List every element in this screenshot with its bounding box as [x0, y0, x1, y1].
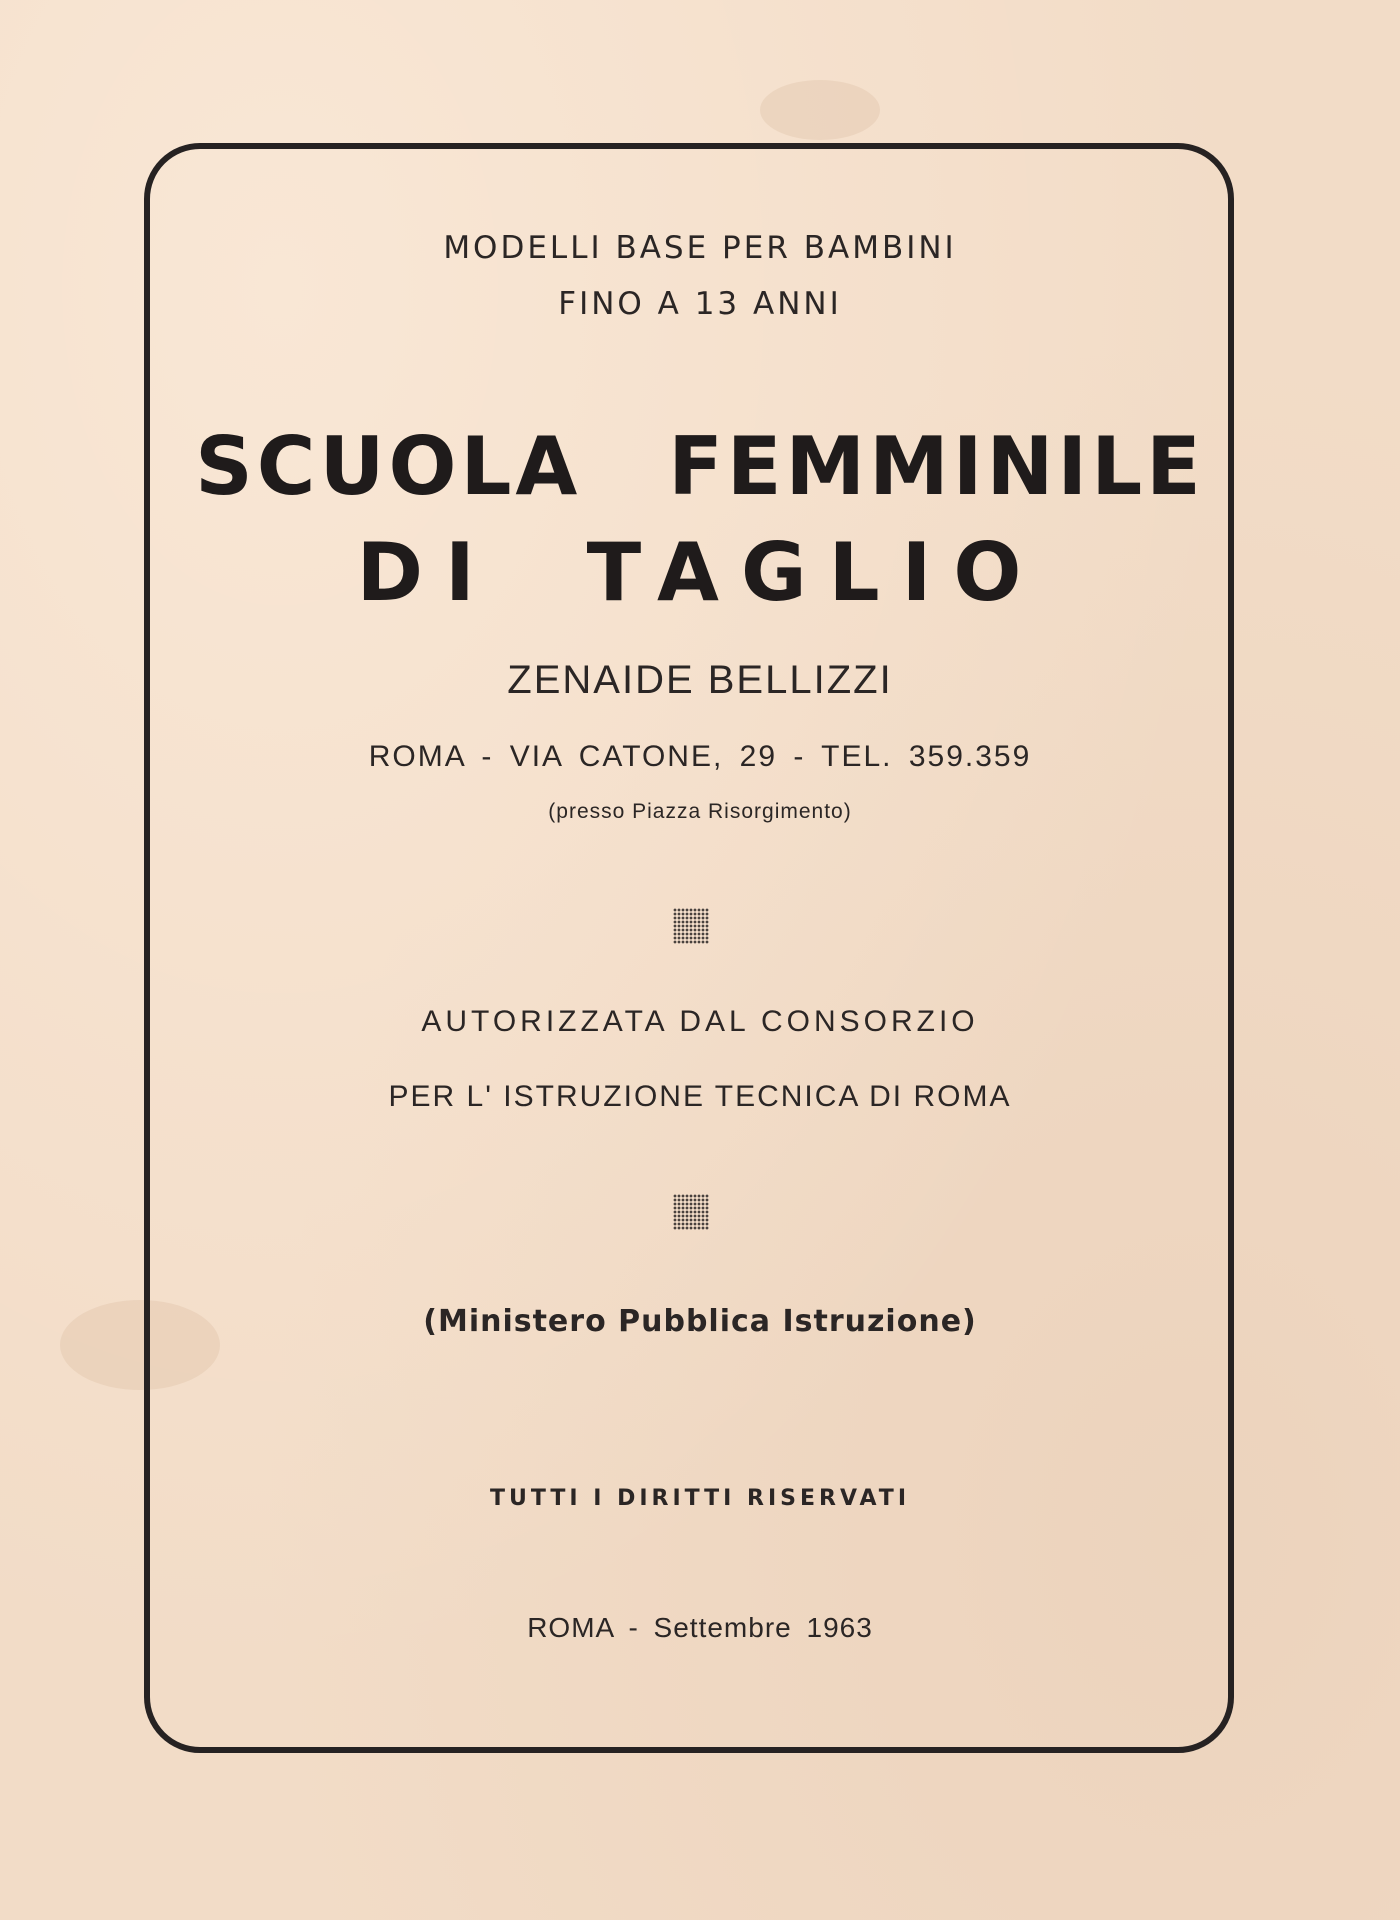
ministry-line: (Ministero Pubblica Istruzione): [423, 1304, 977, 1339]
authorization-line-2: PER L' ISTRUZIONE TECNICA DI ROMA: [388, 1080, 1012, 1113]
title-line-2: DI TAGLIO: [356, 526, 1044, 619]
ornament-square-icon: [673, 908, 709, 944]
ornament-square-icon: [673, 1194, 709, 1230]
rounded-border-frame: [144, 143, 1234, 1753]
address-note: (presso Piazza Risorgimento): [548, 800, 852, 823]
authorization-line-1: AUTORIZZATA DAL CONSORZIO: [421, 1005, 979, 1038]
address-line: ROMA - VIA CATONE, 29 - TEL. 359.359: [368, 740, 1032, 773]
author-name: ZENAIDE BELLIZZI: [507, 658, 893, 702]
paper-stain: [760, 80, 880, 140]
rights-notice: TUTTI I DIRITTI RISERVATI: [490, 1486, 910, 1511]
header-line-1: MODELLI BASE PER BAMBINI: [443, 230, 957, 266]
place-date: ROMA - Settembre 1963: [527, 1612, 873, 1643]
header-line-2: FINO A 13 ANNI: [558, 286, 842, 322]
title-line-1: SCUOLA FEMMINILE: [195, 420, 1205, 513]
